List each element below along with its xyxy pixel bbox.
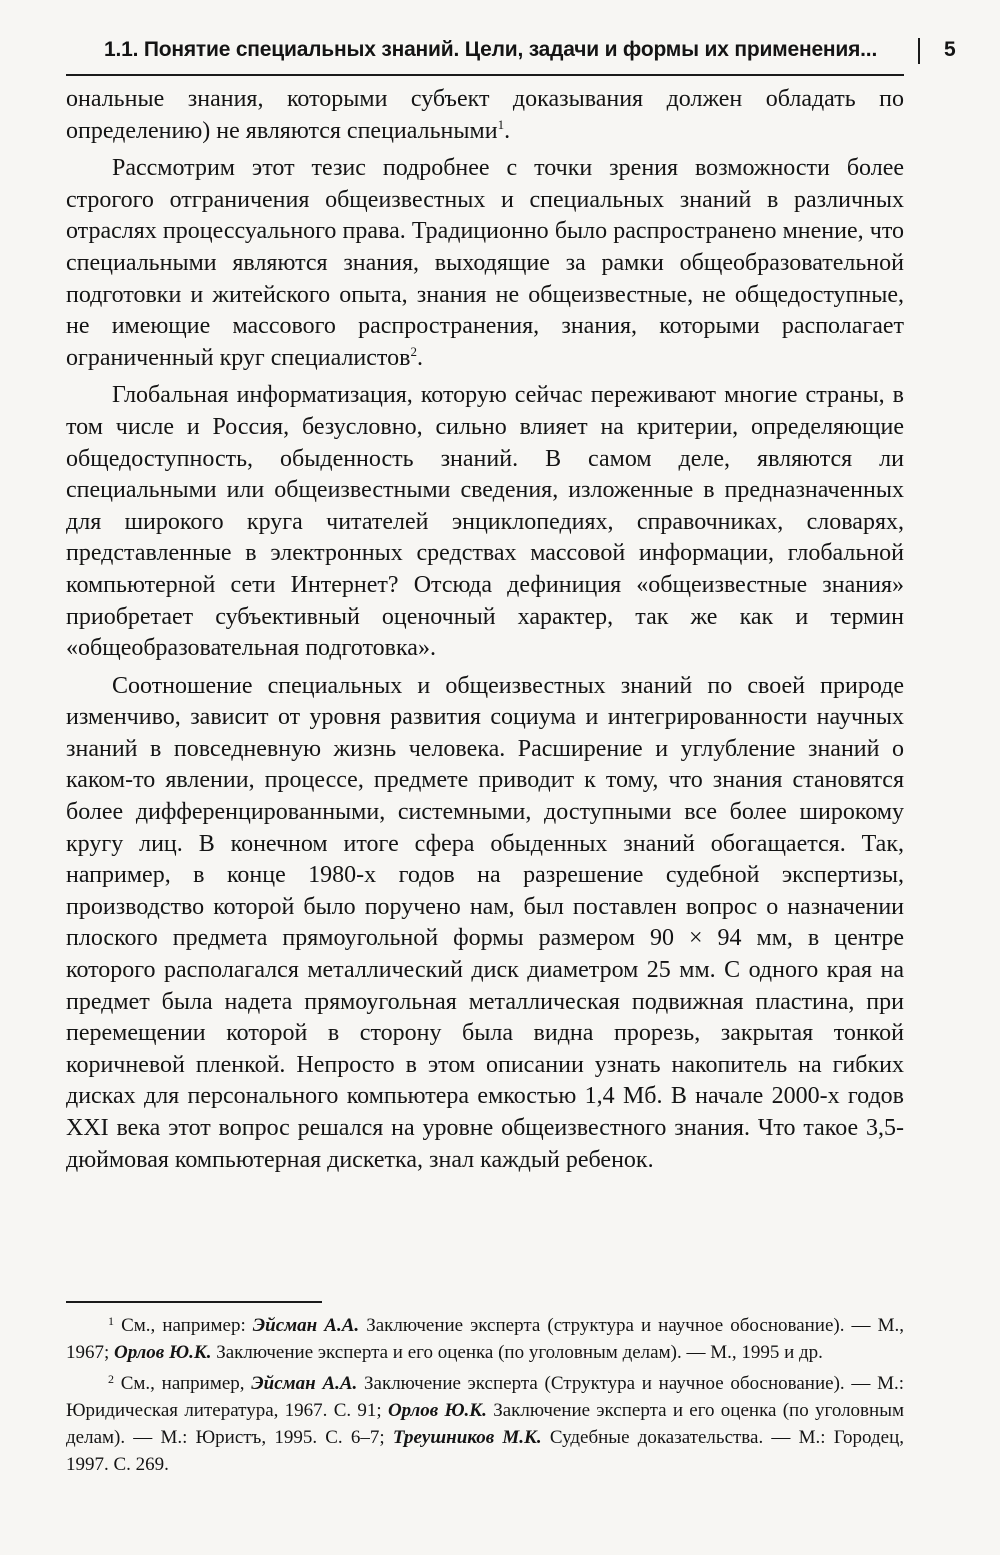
footnote-author: Эйсман А.А. — [251, 1373, 358, 1394]
footnote-author: Орлов Ю.К. — [114, 1342, 212, 1363]
footnote-author: Треушников М.К. — [392, 1427, 542, 1448]
footnotes — [66, 1312, 904, 1482]
header-divider — [918, 38, 920, 64]
footnote-author: Эйсман А.А. — [252, 1315, 360, 1336]
running-header — [66, 36, 956, 76]
footnote-rule — [66, 1301, 322, 1303]
paragraph-4: Соотношение специальных и общеизвестных знаний по своей природе изменчиво, зависит от уровня развития социума и интегрированности научных знаний в повседневную жизнь человека. Расширение и углубление знаний о каком-то явлении, процессе, предмете приводит к тому, что знания становятся более дифференцированными, системными, доступными все более широкому кругу лиц. В конечном итоге сфера обыденных знаний обогащается. Так, например, в конце 1980-х годов на разрешение судебной экспертизы, производство которой было поручено нам, был поставлен вопрос о назначении плоского предмета прямоугольной формы размером 90 × 94 мм, в центре которого располагался металлический диск диаметром 25 мм. С одного края на предмет была надета прямоугольная металлическая подвижная пластина, при перемещении которой в сторону была видна прорезь, закрытая тонкой коричневой пленкой. Непросто в этом описании узнать накопитель на гибких дисках для персонального компьютера емкостью 1,4 Мб. В начале 2000-х годов XXI века этот вопрос решался на уровне общеизвестного знания. Что такое 3,5-дюймовая компьютерная дискетка, знал каждый ребенок. — [66, 672, 904, 1173]
header-title: 1.1. Понятие специальных знаний. Цели, задачи и формы их применения... — [104, 38, 878, 61]
main-text — [66, 84, 904, 1182]
paragraph-2: Рассмотрим этот тезис подробнее с точки зрения возможности более строгого отграничения общеизвестных и специальных знаний в различных отраслях процессуального права. Традиционно было распространено мнение, что специальными являются знания, выходящие за рамки общеобразовательной подготовки и житейского опыта, знания не общеизвестные, не общедоступные, не имеющие массового распространения, знания, которыми располагает ограниченный круг специалистов$^2$. — [66, 155, 904, 371]
footnote-1: $^1$ См., например: Эйсман А.А. Заключение эксперта (структура и научное обоснование). — М., 1967; Орлов Ю.К. Заключение эксперта и его оценка (по уголовным делам). — М., 1995 и др. — [66, 1314, 904, 1363]
footnote-2: $^2$ См., например, Эйсман А.А. Заключение эксперта (Структура и научное обоснование). — М.: Юридическая литература, 1967. С. 91; Орлов Ю.К. Заключение эксперта и его оценка (по уголовным делам). — М.: Юристъ, 1995. С. 6–7; Треушников М.К. Судебные доказательства. — М.: Городец, 1997. С. 269. — [66, 1372, 905, 1475]
paragraph-3: Глобальная информатизация, которую сейчас переживают многие страны, в том числе и Россия, безусловно, сильно влияет на критерии, определяющие общедоступность, обыденность знаний. В самом деле, являются ли специальными или общеизвестными сведения, изложенные в предназначенных для широкого круга читателей энциклопедиях, справочниках, словарях, представленные в электронных средствах массовой информации, глобальной компьютерной сети Интернет? Отсюда дефиниция «общеизвестные знания» приобретает субъективный оценочный характер, так же как и термин «общеобразовательная подготовка». — [66, 382, 904, 662]
footnote-ref-1: 1 — [497, 116, 505, 132]
footnote-author: Орлов Ю.К. — [387, 1400, 487, 1421]
footnote-ref-2: 2 — [410, 343, 417, 359]
paragraph-1: ональные знания, которыми субъект доказывания должен обладать по определению) не являются специальными$^1$. — [66, 86, 904, 144]
page-number: 5 — [944, 38, 956, 61]
